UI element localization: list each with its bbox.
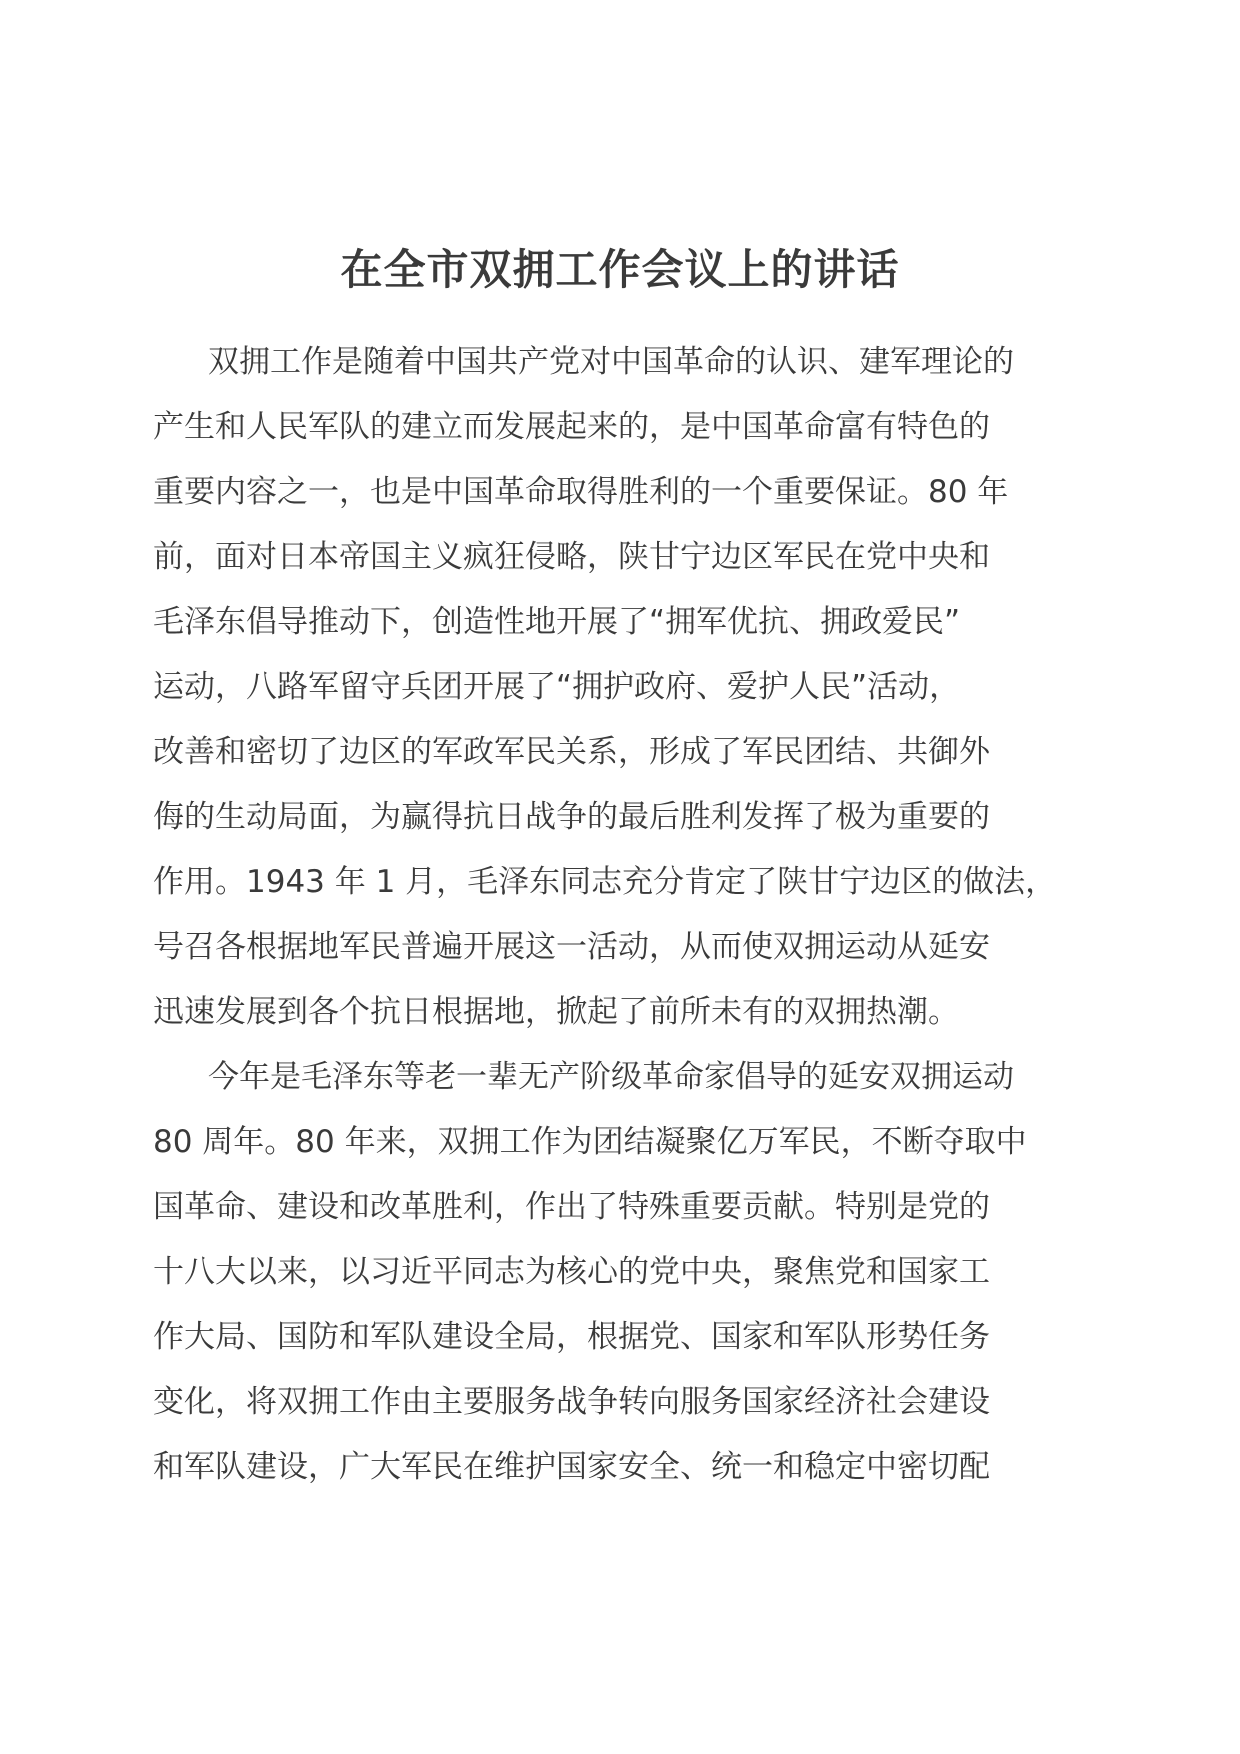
paragraph-1-line-9: 作用。1943 年 1 月，毛泽东同志充分肯定了陕甘宁边区的做法， [153, 864, 1057, 900]
document-body [153, 330, 1113, 1500]
paragraph-2-line-5: 作大局、国防和军队建设全局，根据党、国家和军队形势任务 [153, 1319, 990, 1355]
paragraph-2-line-7: 和军队建设，广大军民在维护国家安全、统一和稳定中密切配 [153, 1449, 990, 1485]
paragraph-2-line-6: 变化，将双拥工作由主要服务战争转向服务国家经济社会建设 [153, 1384, 990, 1420]
paragraph-1-line-10: 号召各根据地军民普遍开展这一活动，从而使双拥运动从延安 [153, 929, 990, 965]
paragraph-1-line-6: 运动，八路军留守兵团开展了“拥护政府、爱护人民”活动， [153, 669, 961, 705]
document-title: 在全市双拥工作会议上的讲话 [340, 245, 900, 294]
paragraph-1-line-2: 产生和人民军队的建立而发展起来的，是中国革命富有特色的 [153, 409, 990, 445]
paragraph-1-line-7: 改善和密切了边区的军政军民关系，形成了军民团结、共御外 [153, 734, 990, 770]
paragraph-2-line-1: 今年是毛泽东等老一辈无产阶级革命家倡导的延安双拥运动 [208, 1059, 1014, 1095]
paragraph-2-line-3: 国革命、建设和改革胜利，作出了特殊重要贡献。特别是党的 [153, 1189, 990, 1225]
paragraph-1-line-1: 双拥工作是随着中国共产党对中国革命的认识、建军理论的 [208, 344, 1014, 380]
paragraph-2-line-2: 80 周年。80 年来，双拥工作为团结凝聚亿万军民，不断夺取中 [153, 1124, 1027, 1160]
paragraph-1-line-5: 毛泽东倡导推动下，创造性地开展了“拥军优抗、拥政爱民” [153, 604, 961, 640]
paragraph-1-line-4: 前，面对日本帝国主义疯狂侵略，陕甘宁边区军民在党中央和 [153, 539, 990, 575]
paragraph-2-line-4: 十八大以来，以习近平同志为核心的党中央，聚焦党和国家工 [153, 1254, 990, 1290]
paragraph-1-line-8: 侮的生动局面，为赢得抗日战争的最后胜利发挥了极为重要的 [153, 799, 990, 835]
paragraph-1-line-3: 重要内容之一，也是中国革命取得胜利的一个重要保证。80 年 [153, 474, 1009, 510]
paragraph-1-line-11: 迅速发展到各个抗日根据地，掀起了前所未有的双拥热潮。 [153, 994, 959, 1030]
